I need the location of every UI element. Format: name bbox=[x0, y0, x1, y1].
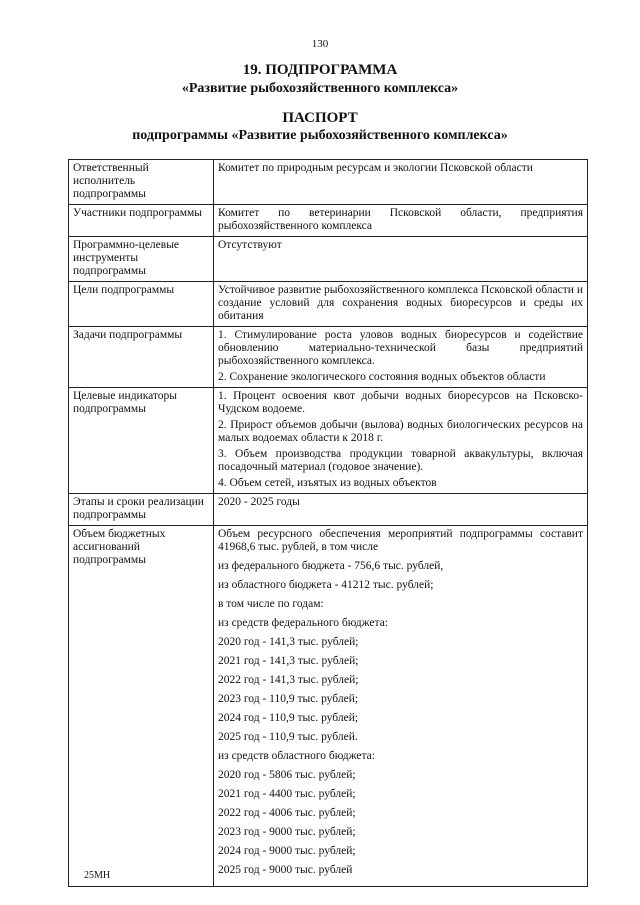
value-paragraph: из областного бюджета - 41212 тыс. рублей; bbox=[218, 579, 434, 591]
value-paragraph: 2. Сохранение экологического состояния водных объектов области bbox=[218, 371, 546, 383]
subprogram-name: «Развитие рыбохозяйственного комплекса» bbox=[181, 81, 459, 96]
row-value bbox=[214, 205, 588, 237]
value-paragraph: 2023 год - 9000 тыс. рублей; bbox=[218, 826, 356, 838]
table-row bbox=[69, 494, 588, 526]
row-value bbox=[214, 494, 588, 526]
value-paragraph: из федерального бюджета - 756,6 тыс. рублей, bbox=[218, 560, 444, 572]
row-value bbox=[214, 237, 588, 282]
value-paragraph: 2. Прирост объемов добычи (вылова) водных биологических ресурсов на малых водоемах области к 2018 г. bbox=[218, 419, 583, 444]
row-label: Объем бюджетных ассигнований подпрограммы bbox=[69, 526, 214, 887]
row-label: Ответственный исполнитель подпрограммы bbox=[69, 160, 214, 205]
value-paragraph: 2024 год - 110,9 тыс. рублей; bbox=[218, 712, 359, 724]
row-value bbox=[214, 160, 588, 205]
value-paragraph: 2024 год - 9000 тыс. рублей; bbox=[218, 845, 356, 857]
value-paragraph: Комитет по природным ресурсам и экологии Псковской области bbox=[218, 162, 533, 174]
value-paragraph: 2022 год - 4006 тыс. рублей; bbox=[218, 807, 356, 819]
value-paragraph: 2021 год - 141,3 тыс. рублей; bbox=[218, 655, 359, 667]
value-paragraph: Комитет по ветеринарии Псковской области, предприятия рыбохозяйственного комплекса bbox=[218, 207, 583, 232]
value-paragraph: Объем ресурсного обеспечения мероприятий подпрограммы составит 41968,6 тыс. рублей, в том числе bbox=[218, 528, 583, 553]
value-paragraph: 3. Объем производства продукции товарной аквакультуры, включая посадочный материал (годовое значение). bbox=[218, 448, 583, 473]
row-label: Задачи подпрограммы bbox=[69, 327, 214, 388]
value-paragraph: в том числе по годам: bbox=[218, 598, 324, 610]
page-number: 130 bbox=[311, 38, 329, 50]
table-row bbox=[69, 205, 588, 237]
value-paragraph: Отсутствуют bbox=[218, 239, 282, 251]
value-paragraph: 4. Объем сетей, изъятых из водных объектов bbox=[218, 477, 437, 489]
row-label: Участники подпрограммы bbox=[69, 205, 214, 237]
value-paragraph: из средств областного бюджета: bbox=[218, 750, 375, 762]
passport-table bbox=[68, 159, 588, 887]
value-paragraph: 2022 год - 141,3 тыс. рублей; bbox=[218, 674, 359, 686]
footer-code: 25МН bbox=[84, 870, 111, 881]
table-row bbox=[69, 327, 588, 388]
table-row bbox=[69, 160, 588, 205]
value-paragraph: 2020 - 2025 годы bbox=[218, 496, 300, 508]
subprogram-title: 19. ПОДПРОГРАММА bbox=[242, 62, 398, 78]
value-paragraph: 2025 год - 110,9 тыс. рублей. bbox=[218, 731, 358, 743]
table-row bbox=[69, 237, 588, 282]
passport-subtitle: подпрограммы «Развитие рыбохозяйственного комплекса» bbox=[132, 128, 508, 143]
row-value bbox=[214, 526, 588, 887]
passport-title: ПАСПОРТ bbox=[282, 110, 358, 126]
row-value bbox=[214, 388, 588, 494]
row-label: Этапы и сроки реализации подпрограммы bbox=[69, 494, 214, 526]
row-label: Целевые индикаторы подпрограммы bbox=[69, 388, 214, 494]
row-label: Цели подпрограммы bbox=[69, 282, 214, 327]
value-paragraph: 2023 год - 110,9 тыс. рублей; bbox=[218, 693, 359, 705]
value-paragraph: 2020 год - 5806 тыс. рублей; bbox=[218, 769, 356, 781]
value-paragraph: 2021 год - 4400 тыс. рублей; bbox=[218, 788, 356, 800]
value-paragraph: 2025 год - 9000 тыс. рублей bbox=[218, 864, 353, 876]
row-value bbox=[214, 327, 588, 388]
value-paragraph: 2020 год - 141,3 тыс. рублей; bbox=[218, 636, 359, 648]
table-row bbox=[69, 282, 588, 327]
value-paragraph: 1. Процент освоения квот добычи водных биоресурсов на Псковско-Чудском водоеме. bbox=[218, 390, 583, 415]
value-paragraph: из средств федерального бюджета: bbox=[218, 617, 388, 629]
table-row bbox=[69, 388, 588, 494]
value-paragraph: Устойчивое развитие рыбохозяйственного комплекса Псковской области и создание условий для сохранения водных биоресурсов и среды их обитания bbox=[218, 284, 583, 322]
value-paragraph: 1. Стимулирование роста уловов водных биоресурсов и содействие обновлению материально-технической базы предприятий рыбохозяйственного комплекса. bbox=[218, 329, 583, 367]
table-row bbox=[69, 526, 588, 887]
row-label: Программно-целевые инструменты подпрограммы bbox=[69, 237, 214, 282]
row-value bbox=[214, 282, 588, 327]
